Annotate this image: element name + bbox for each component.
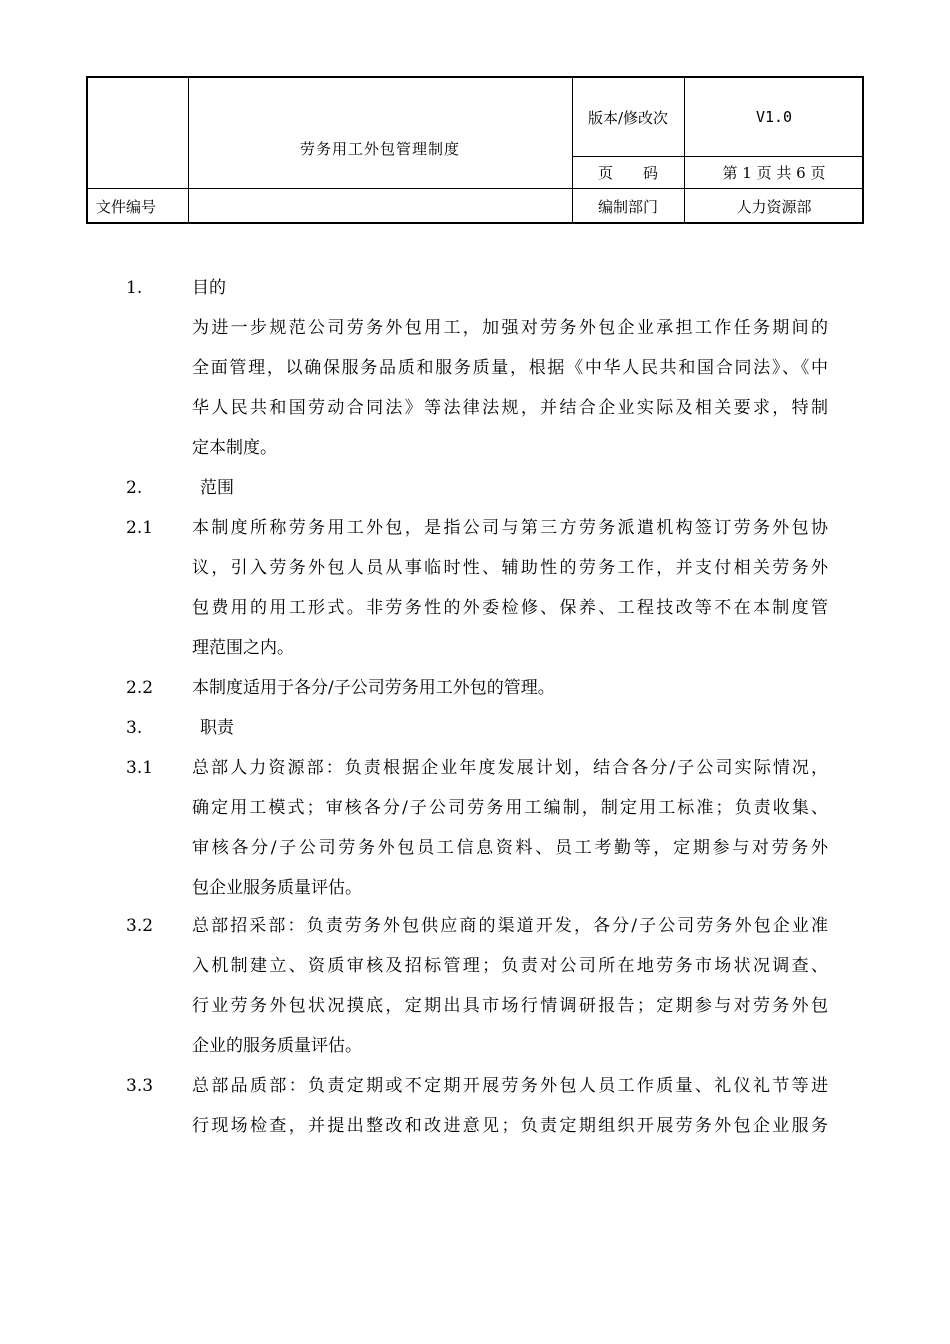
- section-number: 3.: [126, 718, 143, 738]
- para-line: 议，引入劳务外包人员从事临时性、辅助性的劳务工作，并支付相关劳务外: [192, 558, 828, 578]
- document-header-table: [86, 76, 864, 224]
- page-label: 页 码: [597, 163, 658, 182]
- section-heading: 职责: [200, 718, 234, 738]
- dept-value: 人力资源部: [736, 197, 812, 216]
- para-line: 全面管理，以确保服务品质和服务质量，根据《中华人民共和国合同法》、《中: [192, 358, 828, 378]
- para-line: 行业劳务外包状况摸底，定期出具市场行情调研报告；定期参与对劳务外包: [192, 996, 828, 1016]
- para-line: 总部招采部：负责劳务外包供应商的渠道开发，各分/子公司劳务外包企业准: [192, 916, 828, 936]
- section-number: 3.2: [126, 916, 154, 936]
- para-line: 包企业服务质量评估。: [192, 878, 362, 898]
- para-line: 行现场检查，并提出整改和改进意见；负责定期组织开展劳务外包企业服务: [192, 1116, 828, 1136]
- section-number: 2.2: [126, 678, 154, 698]
- page-value: 第 1 页 共 6 页: [722, 163, 826, 182]
- para-line: 理范围之内。: [192, 638, 294, 658]
- file-number-value: [188, 188, 572, 224]
- version-value: V1.0: [755, 108, 793, 126]
- para-line: 为进一步规范公司劳务外包用工，加强对劳务外包企业承担工作任务期间的: [192, 318, 828, 338]
- section-number: 2.1: [126, 518, 154, 538]
- para-line: 华人民共和国劳动合同法》等法律法规，并结合企业实际及相关要求，特制: [192, 398, 828, 418]
- para-line: 总部人力资源部：负责根据企业年度发展计划，结合各分/子公司实际情况，: [192, 758, 828, 778]
- section-heading: 范围: [200, 478, 234, 498]
- para-line: 本制度适用于各分/子公司劳务用工外包的管理。: [192, 678, 555, 698]
- section-number: 2.: [126, 478, 143, 498]
- para-line: 入机制建立、资质审核及招标管理；负责对公司所在地劳务市场状况调查、: [192, 956, 828, 976]
- para-line: 企业的服务质量评估。: [192, 1036, 362, 1056]
- file-number-label: 文件编号: [96, 197, 157, 216]
- para-line: 审核各分/子公司劳务外包员工信息资料、员工考勤等，定期参与对劳务外: [192, 838, 828, 858]
- para-line: 本制度所称劳务用工外包，是指公司与第三方劳务派遣机构签订劳务外包协: [192, 518, 828, 538]
- section-number: 3.3: [126, 1076, 154, 1096]
- dept-label: 编制部门: [597, 197, 658, 216]
- para-line: 定本制度。: [192, 438, 277, 458]
- section-heading: 目的: [192, 278, 226, 298]
- para-line: 包费用的用工形式。非劳务性的外委检修、保养、工程技改等不在本制度管: [192, 598, 828, 618]
- document-title: 劳务用工外包管理制度: [299, 139, 460, 158]
- para-line: 确定用工模式；审核各分/子公司劳务用工编制，制定用工标准；负责收集、: [192, 798, 828, 818]
- version-label: 版本/修改次: [587, 108, 669, 127]
- section-number: 3.1: [126, 758, 154, 778]
- para-line: 总部品质部：负责定期或不定期开展劳务外包人员工作质量、礼仪礼节等进: [192, 1076, 828, 1096]
- section-number: 1.: [126, 278, 143, 298]
